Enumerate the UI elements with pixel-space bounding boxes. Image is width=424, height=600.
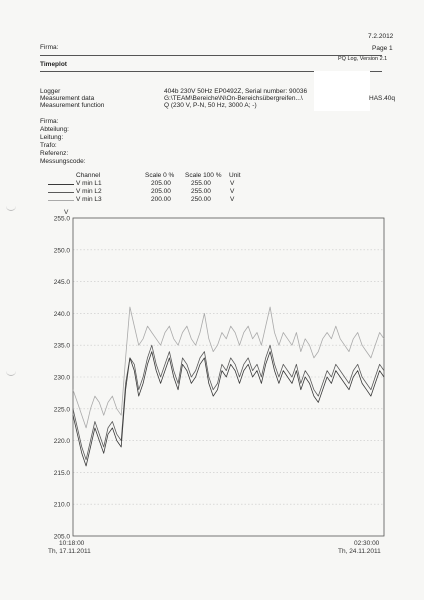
legend-scale100-l2: 255.00 [191,188,211,195]
y-tick-label: 250.0 [53,247,70,255]
y-tick-label: 255.0 [53,215,70,223]
field-firma: Firma: [40,118,59,125]
field-messungscode: Messungscode: [40,158,86,165]
field-abteilung: Abteilung: [40,126,69,133]
measurement-data-label: Measurement data [40,95,95,102]
legend-label-l2: V min L2 [76,188,102,195]
legend-scale0-l2: 205.00 [151,188,171,195]
legend-unit-l1: V [230,180,235,187]
y-tick-label: 215.0 [53,469,70,477]
series-line-v-min-l3 [73,307,384,428]
software-version: PQ Log, Version 2.1 [338,56,388,62]
y-tick-label: 240.0 [53,310,70,318]
unit-header: Unit [229,172,241,179]
legend-unit-l2: V [230,188,235,195]
series-line-v-min-l2 [73,345,384,460]
legend-label-l1: V min L1 [76,180,102,187]
field-referenz: Referenz: [40,150,69,157]
legend-label-l3: V min L3 [76,196,102,203]
y-tick-label: 220.0 [53,438,70,446]
measurement-function-value: Q (230 V, P-N, 50 Hz, 3000 A; -) [164,102,257,109]
firma-label: Firma: [40,44,59,51]
x-start-time-label: 10:18:00 [59,540,85,547]
scale0-header: Scale 0 % [145,172,175,179]
legend-scale100-l3: 250.00 [191,196,211,203]
y-tick-label: 245.0 [53,279,70,287]
legend-scale0-l1: 205.00 [151,180,171,187]
logger-value: 404b 230V 50Hz EP0492Z, Serial number: 90036 [164,88,308,95]
x-start-date-label: Th, 17.11.2011 [48,548,91,555]
field-leitung: Leitung: [40,134,64,141]
y-tick-label: 225.0 [53,406,70,414]
page-title: Timeplot [40,61,67,68]
legend-unit-l3: V [230,196,235,203]
y-tick-label: 230.0 [53,374,70,382]
page-number: Page 1 [372,45,393,52]
measurement-data-value: G:\TEAM\Bereiche\N\On-Bereichsübergreifen...\ [164,95,303,102]
legend-scale100-l1: 255.00 [191,180,211,187]
y-tick-label: 205.0 [53,533,70,541]
channel-header: Channel [76,172,101,179]
field-trafo: Trafo: [40,142,57,149]
y-tick-label: 210.0 [53,501,70,509]
measurement-function-label: Measurement function [40,102,105,109]
scale100-header: Scale 100 % [185,172,222,179]
measurement-data-suffix: HAS.40q [369,95,396,102]
logger-label: Logger [40,88,61,95]
legend-scale0-l3: 200.00 [151,196,171,203]
x-end-date-label: Th, 24.11.2011 [338,548,381,555]
y-tick-label: 235.0 [53,342,70,350]
x-end-time-label: 02:30:00 [354,540,380,547]
y-axis-label: V [64,209,69,216]
print-date: 7.2.2012 [368,33,394,40]
